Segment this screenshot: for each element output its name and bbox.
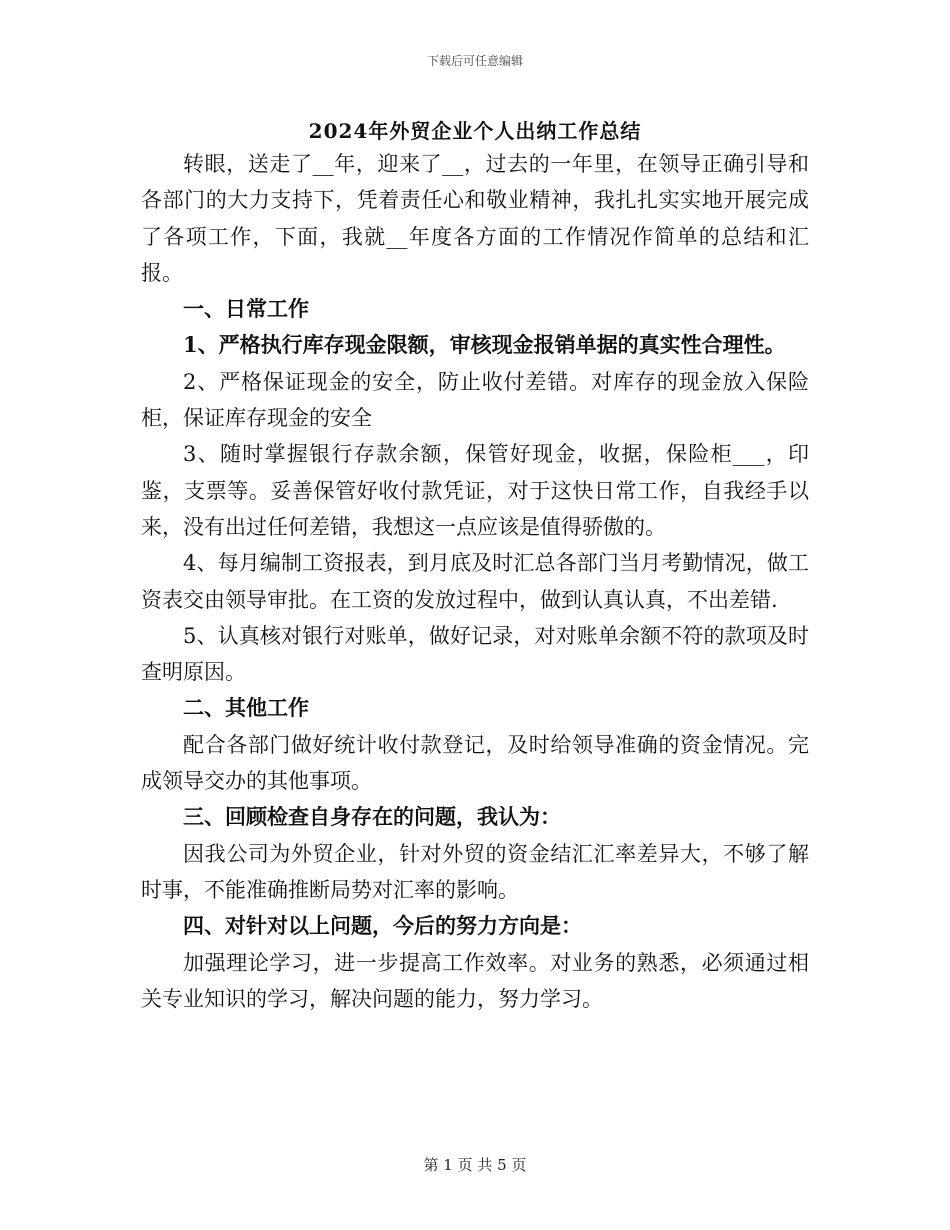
section-heading-review: 三、回顾检查自身存在的问题，我认为： (183, 804, 561, 830)
page-header-note: 下载后可任意编辑 (426, 54, 523, 68)
section-heading-daily-work: 一、日常工作 (183, 296, 309, 322)
paragraph-item-3: 3、随时掌握银行存款余额，保管好现金，收据，保险柜___，印鉴，支票等。妥善保管好收付款凭证，对于这快日常工作，自我经手以来，没有出过任何差错，我想这一点应该是值得骄傲的。 (141, 442, 809, 539)
paragraph-item-2: 2、严格保证现金的安全，防止收付差错。对库存的现金放入保险柜，保证库存现金的安全 (141, 369, 809, 431)
paragraph-item-5: 5、认真核对银行对账单，做好记录，对对账单余额不符的款项及时查明原因。 (141, 623, 809, 685)
section-heading-other-work: 二、其他工作 (183, 695, 309, 721)
document-title: 2024年外贸企业个人出纳工作总结 (308, 119, 642, 143)
paragraph-direction: 加强理论学习，进一步提高工作效率。对业务的熟悉，必须通过相关专业知识的学习，解决问题的能力，努力学习。 (141, 950, 809, 1011)
paragraph-item-1: 1、严格执行库存现金限额，审核现金报销单据的真实性合理性。 (183, 332, 786, 358)
section-heading-direction: 四、对针对以上问题，今后的努力方向是： (183, 913, 582, 939)
paragraph-other-work: 配合各部门做好统计收付款登记，及时给领导准确的资金情况。完成领导交办的其他事项。 (141, 732, 809, 794)
document-body (141, 146, 809, 1017)
paragraph-review: 因我公司为外贸企业，针对外贸的资金结汇汇率差异大，不够了解时事，不能准确推断局势对汇率的影响。 (141, 841, 809, 902)
paragraph-intro: 转眼，送走了__年，迎来了__，过去的一年里，在领导正确引导和各部门的大力支持下，凭着责任心和敬业精神，我扎扎实实地开展完成了各项工作，下面，我就__年度各方面的工作情况作简单的总结和汇报。 (141, 152, 809, 285)
paragraph-item-4: 4、每月编制工资报表，到月底及时汇总各部门当月考勤情况，做工资表交由领导审批。在工资的发放过程中，做到认真认真，不出差错. (141, 551, 809, 612)
page-number: 第 1 页 共 5 页 (423, 1156, 527, 1174)
